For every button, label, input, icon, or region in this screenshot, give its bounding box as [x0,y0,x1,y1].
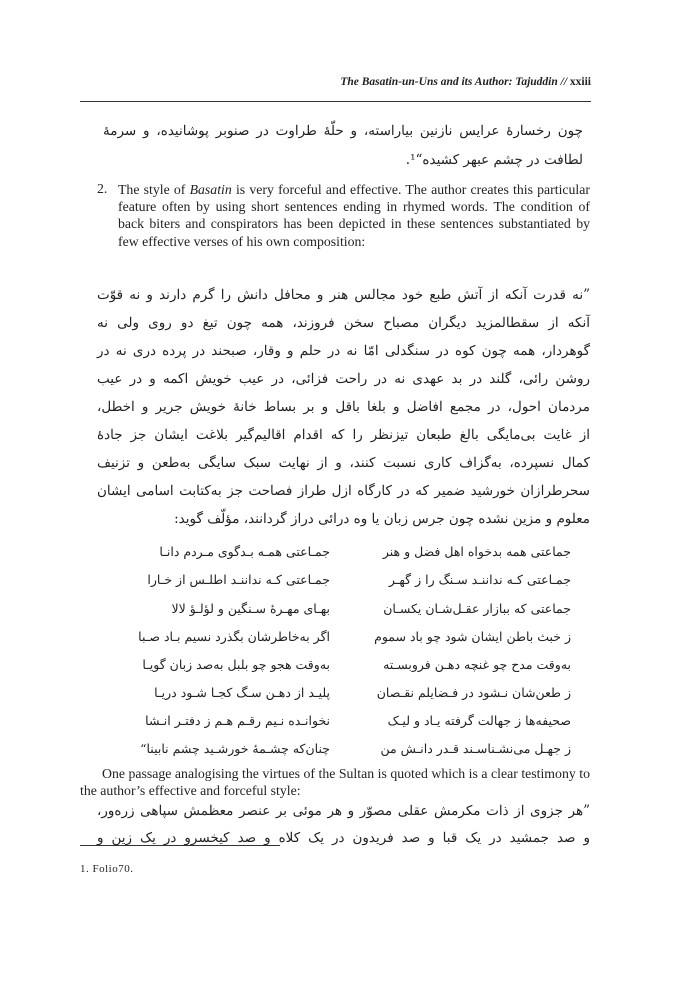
verse-left: به‌وقت هجو چو بلبل به‌صد زبان گویـا [142,657,330,672]
verse-left: اگر به‌خاطرشان بگذرد نسیم بـاد صـبا [138,629,330,644]
quote-persian-line: کمال نسپرده، به‌گزاف کاری نسبت کنند، و از نهایت سبک سایگی به‌طعن و تزنیف [97,455,590,471]
point-2-paragraph: The style of Basatin is very forceful and effective. The author creates this particular feature often by using short sentences ending in rhymed words. The condition of back biters and conspirators has been depicted in these sentences substantiated by few effective verses of his own composition: [118,182,590,249]
verse-left: بهـای مهـرۀ سـنگین و لؤلـؤ لالا [171,601,330,616]
quote-persian-line: ”نه قدرت آنکه از آتش طبع خود مجالس هنر و محافل دانش را گرم دارند و نه قوّت [97,287,590,303]
verse-left: پلیـد از دهـن سـگ کجـا شـود دریـا [154,685,330,700]
quote-persian-line: معلوم و مزین نشده چون جرس زبان یا وه درائی دراز گردانند، مؤلّف گوید: [174,511,590,527]
verse-right: جمـاعتی کـه نداننـد سـنگ را ز گهـر [388,572,571,587]
verse-left: نخوانـده نـیم رقـم هـم ز دفتـر انـشا [145,713,330,728]
running-title: The Basatin-un-Uns and its Author: Tajuddin // [340,76,568,88]
quote-persian-line: مردمان احول، در مجمع افاضل و بلغا باقل و بر بساط خانۀ خویش جریر و اخطل، [97,399,590,415]
quote-persian-line: از غایت بی‌مایگی بالغ طبعان تیزنظر را که اقدام اقالیم‌گیر بلاغت ایشان جز جادۀ [97,427,590,443]
quote-persian-line: گوهردار، همه چون کوه در سنگدلی امّا نه در حلم و وقار، صبحند در پرده دری نه در [97,343,590,359]
verse-right: ز خبث باطن ایشان شود چو باد سموم [374,629,571,644]
quote-persian-line: سحرطرازان خورشید ضمیر که در کارگاه ازل طراز فصاحت جز به‌کتابت اسامی ایشان [97,483,590,499]
quote-persian-line: روشن رائی، گلند در بد عهدی نه در راحت فزائی، در عیب خویش اکمه و در عیب [97,371,590,387]
verse-right: جماعتی که ببازار عقـل‌شـان یکسـان [383,601,571,616]
running-header [80,76,591,88]
verse-right: صحیفه‌ها ز جهالت گرفته یـاد و لیـک [387,713,571,728]
intro-persian-line: چون رخسارۀ عرایس نازنین بیاراسته، و حلّۀ طراوت در صنوبر پوشانیده، و سرمۀ [103,123,583,139]
passage-persian-line: و صد جمشید در یک قبا و صد فریدون در یک کلاه و صد کیخسرو در یک زین و [97,830,590,846]
verse-right: ز جهـل می‌نشـناسـند قـدر دانـش من [380,741,571,756]
verse-right: به‌وقت مدح چو غنچه دهـن فروبسـته [383,657,571,672]
list-number: 2. [97,181,108,196]
passage-persian-line: ”هر جزوی از ذات مکرمش عقلی مصوّر و هر موئی بر عنصر معظمش سپاهی زره‌ور، [97,803,590,819]
verse-right: ز طعن‌شان نـشود در فـضایلم نقـصان [376,685,571,700]
footnote: 1. Folio70. [80,863,134,875]
quote-persian-line: آنکه از سقطالمزید دیگران مصباح سخن فروزند، همه چون تیغ دو روی ولی نه [97,315,590,331]
footnote-rule [80,845,280,846]
verse-right: جماعتی همه بدخواه اهل فضل و هنر [382,544,571,559]
passage-paragraph: One passage analogising the virtues of the Sultan is quoted which is a clear testimony to the author’s effective and forceful style: [80,766,590,799]
intro-persian-line: لطافت در چشم عبهر کشیده“¹. [405,152,583,168]
verse-left: جمـاعتی همـه بـدگوی مـردم دانـا [159,544,330,559]
title-italic: Basatin [189,182,232,197]
verse-left: چنان‌که چشـمۀ خورشـید چشم نابینا“ [140,741,330,756]
verse-left: جمـاعتی کـه نداننـد اطلـس از خـارا [147,572,330,587]
page-number: xxiii [569,76,591,88]
header-rule [80,101,591,102]
